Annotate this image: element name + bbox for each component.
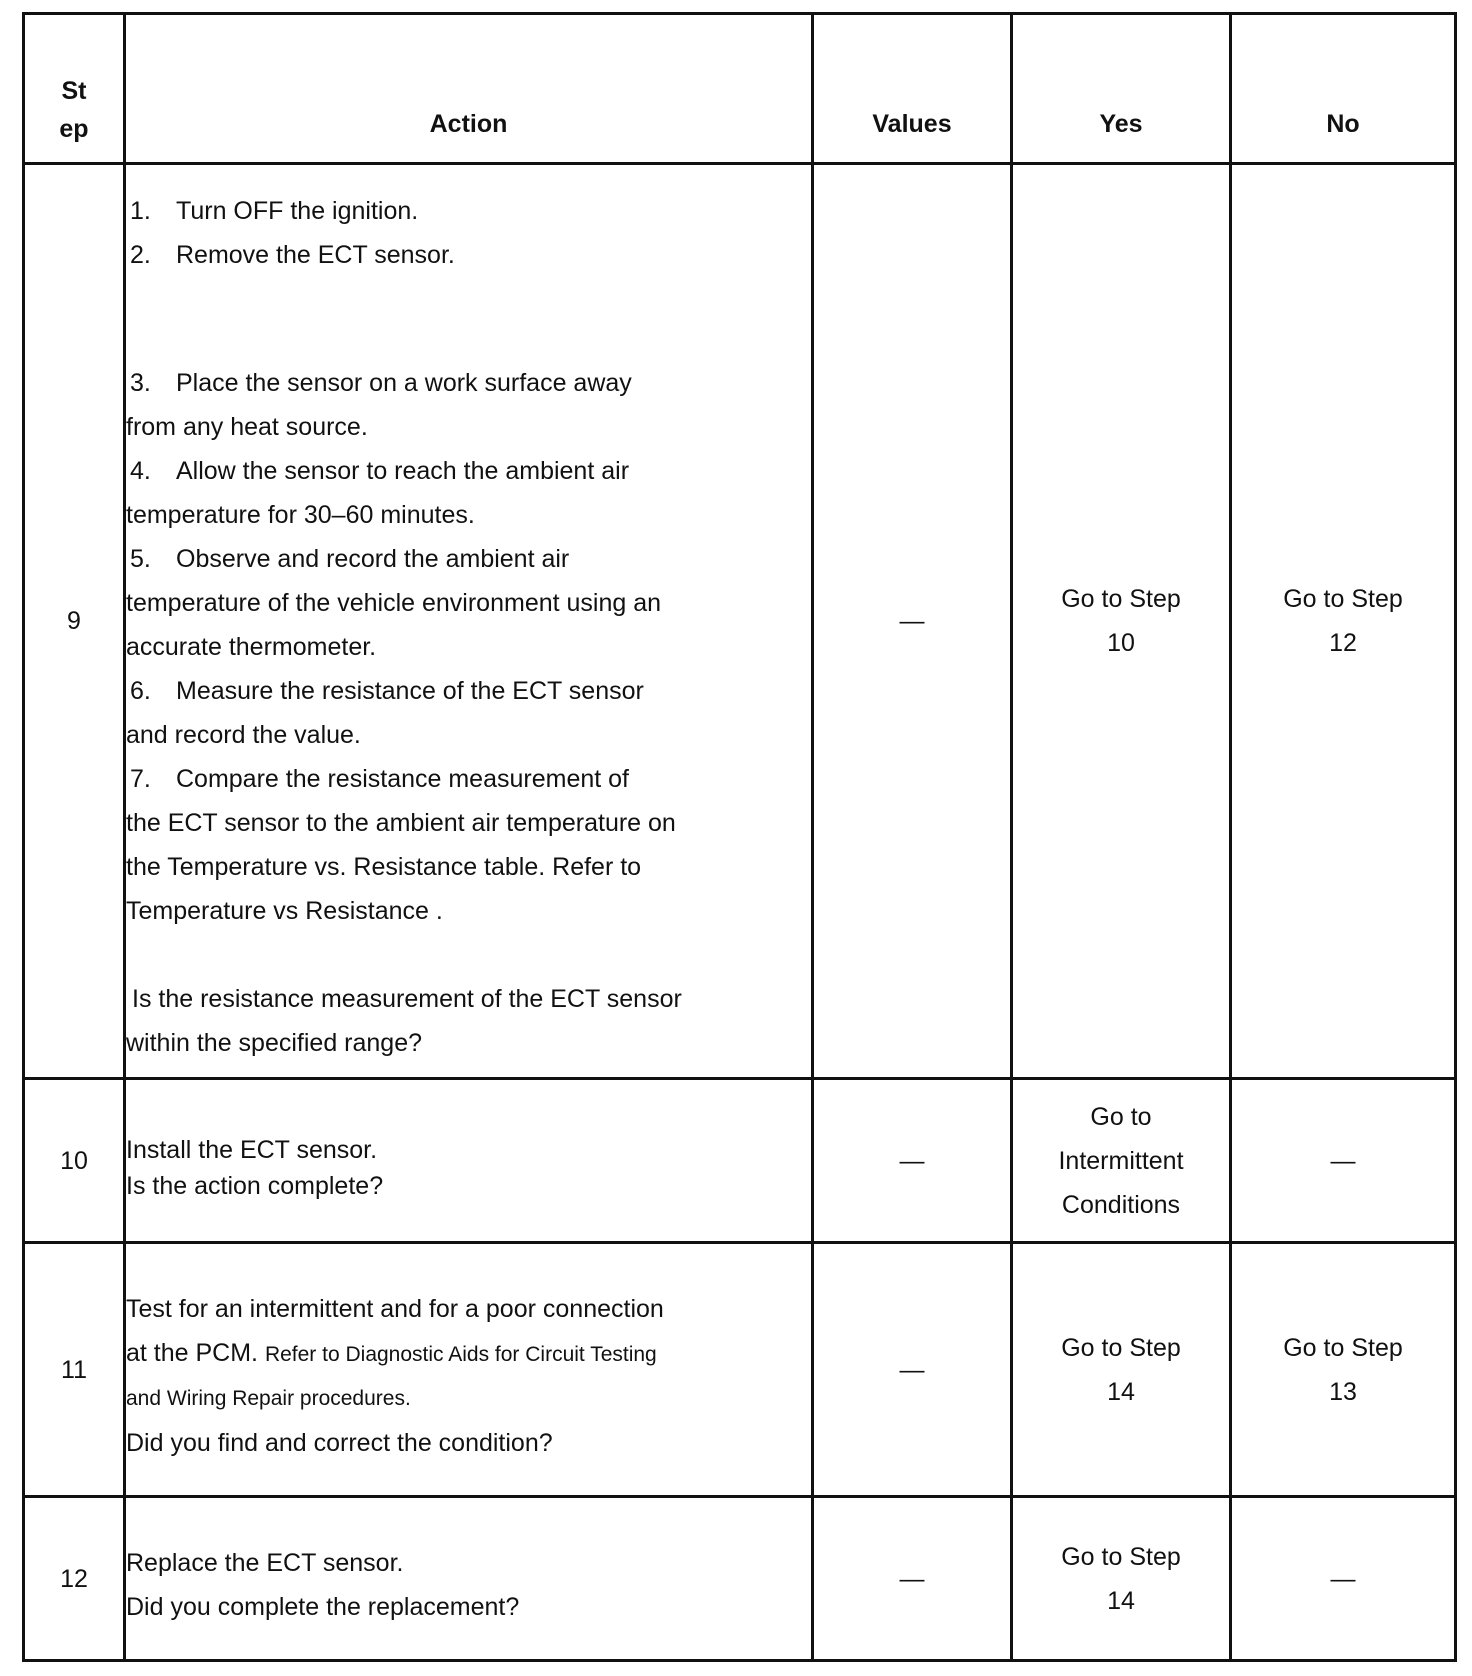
values-cell: —	[813, 1497, 1012, 1661]
header-values: Values	[813, 14, 1012, 164]
action-item: 3. Place the sensor on a work surface away	[130, 369, 632, 397]
step-number: 12	[24, 1497, 125, 1661]
diagnostic-table	[22, 12, 1457, 1662]
action-item: 1. Turn OFF the ignition.	[130, 197, 419, 225]
header-step: St ep	[24, 14, 125, 164]
action-item: 6. Measure the resistance of the ECT sensor	[130, 677, 644, 705]
yes-cell: Go to Intermittent Conditions	[1012, 1079, 1231, 1243]
table-row	[24, 1243, 1456, 1497]
action-cell: 1. Turn OFF the ignition. 2. Remove the ECT sensor. 3. Place the sensor on a work surface away from any heat source. 4. Allow the sensor to reach the ambient air temperature for 30–60 minutes. 5. Observe and record the ambient air temperature of the vehicle environment using an accurate thermometer. 6. Measure the resistance of the ECT sensor and record the value. 7. Compare the resistance measurement of the ECT sensor to the ambient air temperature on the Temperature vs. Resistance table. Refer to Temperature vs Resistance . Is the resistance measurement of the ECT sensor within the specified range?	[125, 164, 813, 1079]
step-number: 11	[24, 1243, 125, 1497]
header-action: Action	[125, 14, 813, 164]
no-cell: Go to Step 13	[1231, 1243, 1456, 1497]
yes-cell: Go to Step 10	[1012, 164, 1231, 1079]
values-cell: —	[813, 1079, 1012, 1243]
values-cell: —	[813, 1243, 1012, 1497]
no-cell: Go to Step 12	[1231, 164, 1456, 1079]
values-cell: —	[813, 164, 1012, 1079]
header-no: No	[1231, 14, 1456, 164]
question: Is the resistance measurement of the ECT sensor	[132, 985, 682, 1013]
table-row	[24, 164, 1456, 1079]
action-item: 4. Allow the sensor to reach the ambient air	[130, 457, 630, 485]
action-item: 5. Observe and record the ambient air	[130, 545, 570, 573]
yes-cell: Go to Step 14	[1012, 1243, 1231, 1497]
step-number: 9	[24, 164, 125, 1079]
step-number: 10	[24, 1079, 125, 1243]
header-yes: Yes	[1012, 14, 1231, 164]
action-cell: Test for an intermittent and for a poor connection at the PCM. Refer to Diagnostic Aids for Circuit Testing and Wiring Repair procedures. Did you find and correct the condition?	[125, 1243, 813, 1497]
no-cell: —	[1231, 1497, 1456, 1661]
action-cell: Replace the ECT sensor. Did you complete the replacement?	[125, 1497, 813, 1661]
table-row	[24, 1079, 1456, 1243]
action-cell: Install the ECT sensor. Is the action complete?	[125, 1079, 813, 1243]
action-item: 2. Remove the ECT sensor.	[130, 241, 455, 269]
action-item: 7. Compare the resistance measurement of	[130, 765, 629, 793]
header-row	[24, 14, 1456, 164]
yes-cell: Go to Step 14	[1012, 1497, 1231, 1661]
no-cell: —	[1231, 1079, 1456, 1243]
table-row	[24, 1497, 1456, 1661]
